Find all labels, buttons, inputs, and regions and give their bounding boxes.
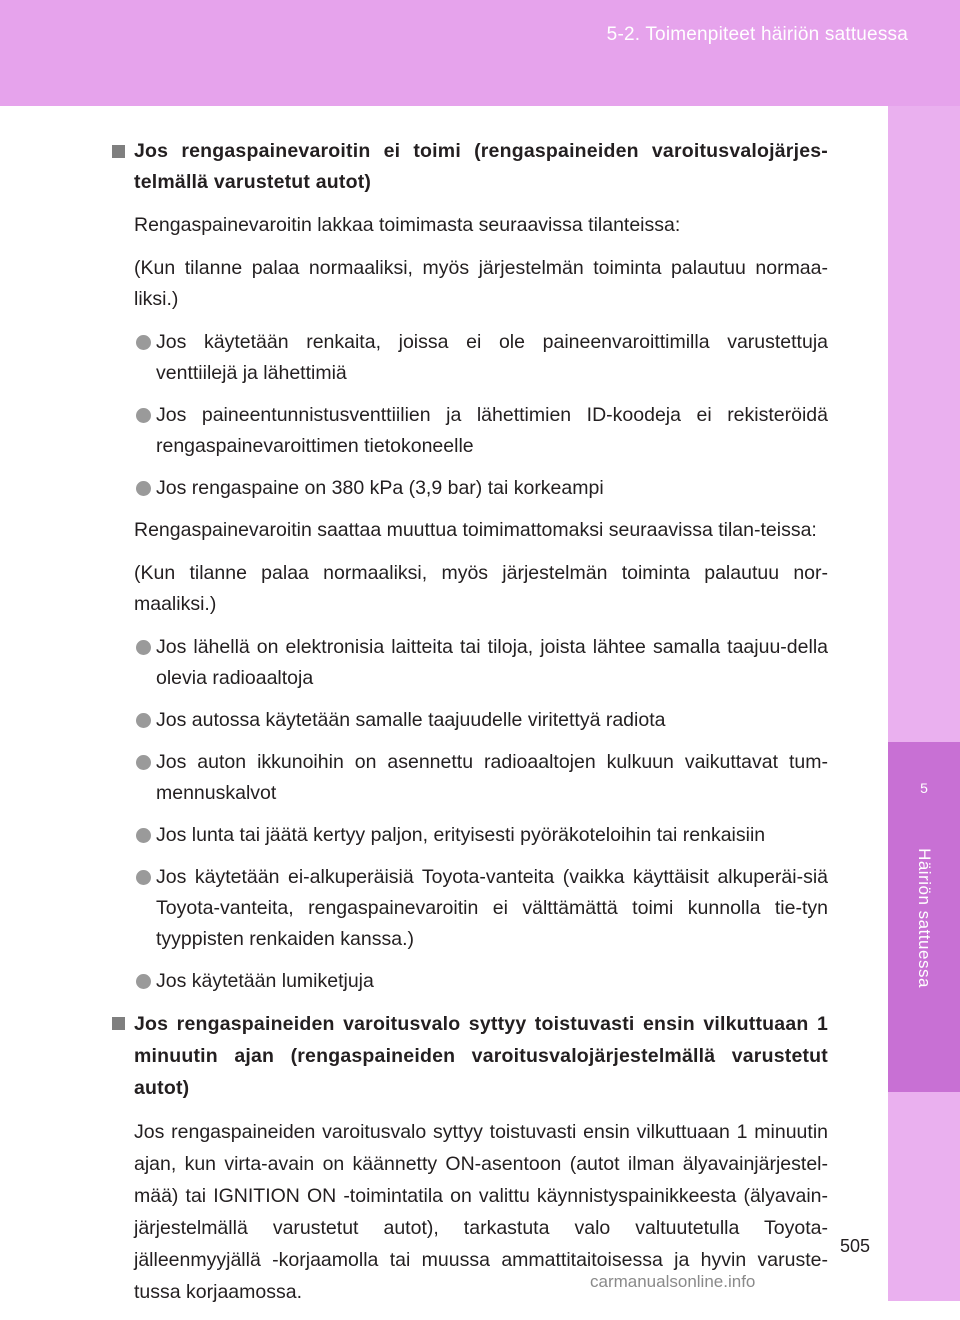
round-bullet-icon — [136, 408, 151, 423]
paragraph-note-1: (Kun tilanne palaa normaaliksi, myös järjestelmän toiminta palautuu normaa-liksi.) — [134, 257, 828, 310]
round-bullet-icon — [136, 755, 151, 770]
paragraph-note-2: (Kun tilanne palaa normaaliksi, myös järjestelmän toiminta palautuu nor-maaliksi.) — [134, 562, 828, 615]
watermark: carmanualsonline.info — [590, 1272, 756, 1291]
paragraph-intro-2: Rengaspainevaroitin saattaa muuttua toimimattomaksi seuraavissa tilan-teissa: — [134, 519, 817, 541]
list-item: Jos käytetään lumiketjuja — [110, 966, 828, 997]
round-bullet-icon — [136, 870, 151, 885]
chapter-label: Häiriön sattuessa — [915, 848, 934, 988]
round-bullet-icon — [136, 828, 151, 843]
round-bullet-icon — [136, 335, 151, 350]
section-title: 5-2. Toimenpiteet häiriön sattuessa — [606, 24, 908, 45]
square-bullet-icon — [112, 1017, 125, 1030]
section-heading-2: Jos rengaspaineiden varoitusvalo syttyy toistuvasti ensin vilkuttuaan 1 minuutin ajan (rengaspaineiden varoitusvalojärjestelmällä varustetut autot) — [110, 1008, 828, 1104]
round-bullet-icon — [136, 640, 151, 655]
page-header — [0, 0, 960, 106]
paragraph-body-2: Jos rengaspaineiden varoitusvalo syttyy toistuvasti ensin vilkuttuaan 1 minuutin ajan, kun virta-avain on käännetty ON-asentoon (autot ilman älyavainjärjestel-mää) tai IGNITION ON -toimintatila on valittu käynnistyspainikkeesta (älyavain-järjestelmällä varustetut autot), tarkastuta valo valtuutetulla Toyota-jälleenmyyjällä -korjaamolla tai muussa ammattitaitoisessa ja hyvin varuste-tussa korjaamossa. — [134, 1121, 828, 1303]
section-heading-1: Jos rengaspainevaroitin ei toimi (rengaspaineiden varoitusvalojärjes-telmällä varustetut autot) — [110, 136, 828, 198]
page-content — [110, 136, 828, 1320]
list-item: Jos käytetään renkaita, joissa ei ole paineenvaroittimilla varustettuja venttiilejä ja lähettimiä — [110, 327, 828, 389]
chapter-number: 5 — [920, 780, 928, 796]
round-bullet-icon — [136, 481, 151, 496]
list-item: Jos lähellä on elektronisia laitteita tai tiloja, joista lähtee samalla taajuu-della olevia radioaaltoja — [110, 632, 828, 694]
round-bullet-icon — [136, 713, 151, 728]
list-item: Jos paineentunnistusventtiilien ja lähettimien ID-koodeja ei rekisteröidä rengaspainevaroittimen tietokoneelle — [110, 400, 828, 462]
list-item: Jos lunta tai jäätä kertyy paljon, erityisesti pyöräkoteloihin tai renkaisiin — [110, 820, 828, 851]
list-item: Jos rengaspaine on 380 kPa (3,9 bar) tai korkeampi — [110, 473, 828, 504]
paragraph-intro-1: Rengaspainevaroitin lakkaa toimimasta seuraavissa tilanteissa: — [134, 214, 681, 236]
list-item: Jos autossa käytetään samalle taajuudelle viritettyä radiota — [110, 705, 828, 736]
round-bullet-icon — [136, 974, 151, 989]
page-number: 505 — [840, 1236, 871, 1256]
square-bullet-icon — [112, 145, 125, 158]
list-item: Jos auton ikkunoihin on asennettu radioaaltojen kulkuun vaikuttavat tum-mennuskalvot — [110, 747, 828, 809]
chapter-tab-strip — [888, 106, 960, 1301]
list-item: Jos käytetään ei-alkuperäisiä Toyota-vanteita (vaikka käyttäisit alkuperäi-siä Toyota-vanteita, rengaspainevaroitin ei välttämättä toimi kunnolla tie-tyn tyyppisten renkaiden kanssa.) — [110, 862, 828, 955]
